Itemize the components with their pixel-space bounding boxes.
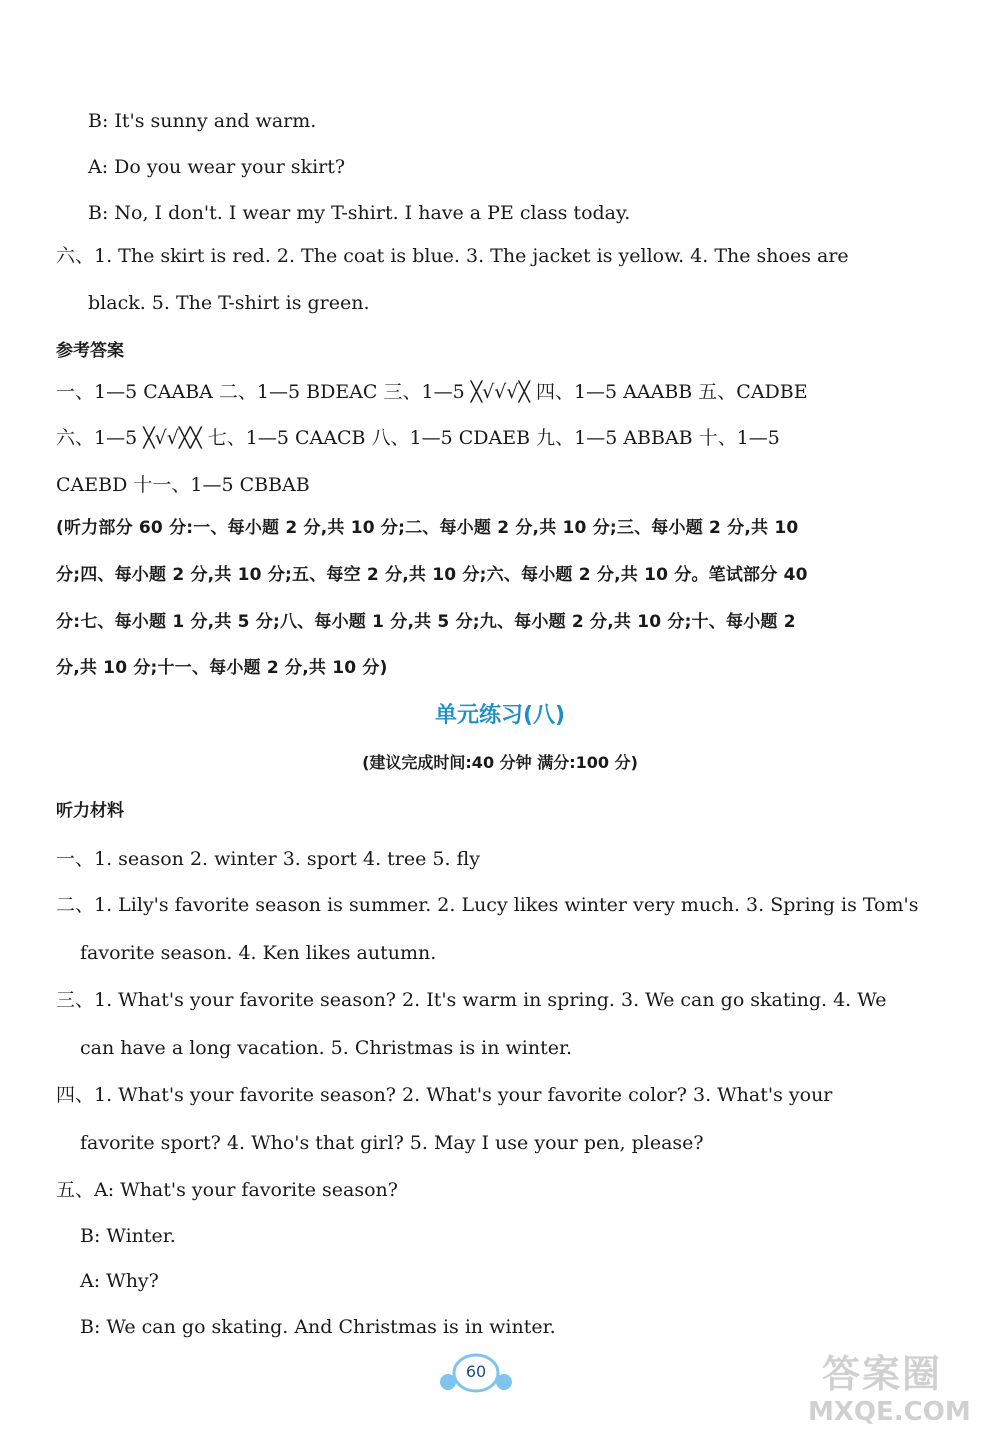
scoring-line4: 分,共 10 分;十一、每小题 2 分,共 10 分) [56,658,388,678]
listening-line: 五、A: What's your favorite season? [56,1179,398,1201]
watermark-cn: 答案圈 [822,1352,943,1396]
dialogue-line-b1: B: It's sunny and warm. [88,110,317,132]
section6-line2: black. 5. The T-shirt is green. [88,292,370,314]
listening-line: 一、1. season 2. winter 3. sport 4. tree 5. fly [56,848,480,870]
unit-title: 单元练习(八) [434,703,566,728]
listening-line: B: Winter. [80,1225,176,1247]
answers-line2: 六、1—5 ╳√√╳╳ 七、1—5 CAACB 八、1—5 CDAEB 九、1—5 ABBAB 十、1—5 [56,427,780,449]
scoring-line3: 分:七、每小题 1 分,共 5 分;八、每小题 1 分,共 5 分;九、每小题 2 分,共 10 分;十、每小题 2 [56,612,796,632]
listening-heading: 听力材料 [56,801,124,821]
answers-line3: CAEBD 十一、1—5 CBBAB [56,474,310,496]
answers-line1: 一、1—5 CAABA 二、1—5 BDEAC 三、1—5 ╳√√√╳ 四、1—5 AAABB 五、CADBE [56,381,808,403]
unit-subtitle: (建议完成时间:40 分钟 满分:100 分) [362,753,638,772]
page-number: 60 [465,1362,487,1381]
watermark-en: MXQE.COM [808,1397,971,1427]
listening-line: 四、1. What's your favorite season? 2. What's your favorite color? 3. What's your [56,1084,833,1106]
listening-line: can have a long vacation. 5. Christmas is in winter. [80,1037,572,1059]
listening-line: favorite sport? 4. Who's that girl? 5. May I use your pen, please? [80,1132,704,1154]
dialogue-line-b2: B: No, I don't. I wear my T-shirt. I have a PE class today. [88,202,631,224]
listening-line: 二、1. Lily's favorite season is summer. 2. Lucy likes winter very much. 3. Spring is Tom's [56,894,919,916]
listening-line: 三、1. What's your favorite season? 2. It's warm in spring. 3. We can go skating. 4. We [56,989,887,1011]
listening-line: favorite season. 4. Ken likes autumn. [80,942,437,964]
listening-line: B: We can go skating. And Christmas is in winter. [80,1316,556,1338]
dialogue-line-a1: A: Do you wear your skirt? [88,156,346,178]
scoring-line2: 分;四、每小题 2 分,共 10 分;五、每空 2 分,共 10 分;六、每小题 2 分,共 10 分。笔试部分 40 [56,565,808,585]
page-number-badge [438,1352,514,1394]
listening-line: A: Why? [80,1270,159,1292]
answers-heading: 参考答案 [56,341,124,361]
watermark-logo [800,1352,990,1432]
scoring-line1: (听力部分 60 分:一、每小题 2 分,共 10 分;二、每小题 2 分,共 10 分;三、每小题 2 分,共 10 [56,518,799,538]
section6-line1: 六、1. The skirt is red. 2. The coat is blue. 3. The jacket is yellow. 4. The shoes are [56,245,849,267]
